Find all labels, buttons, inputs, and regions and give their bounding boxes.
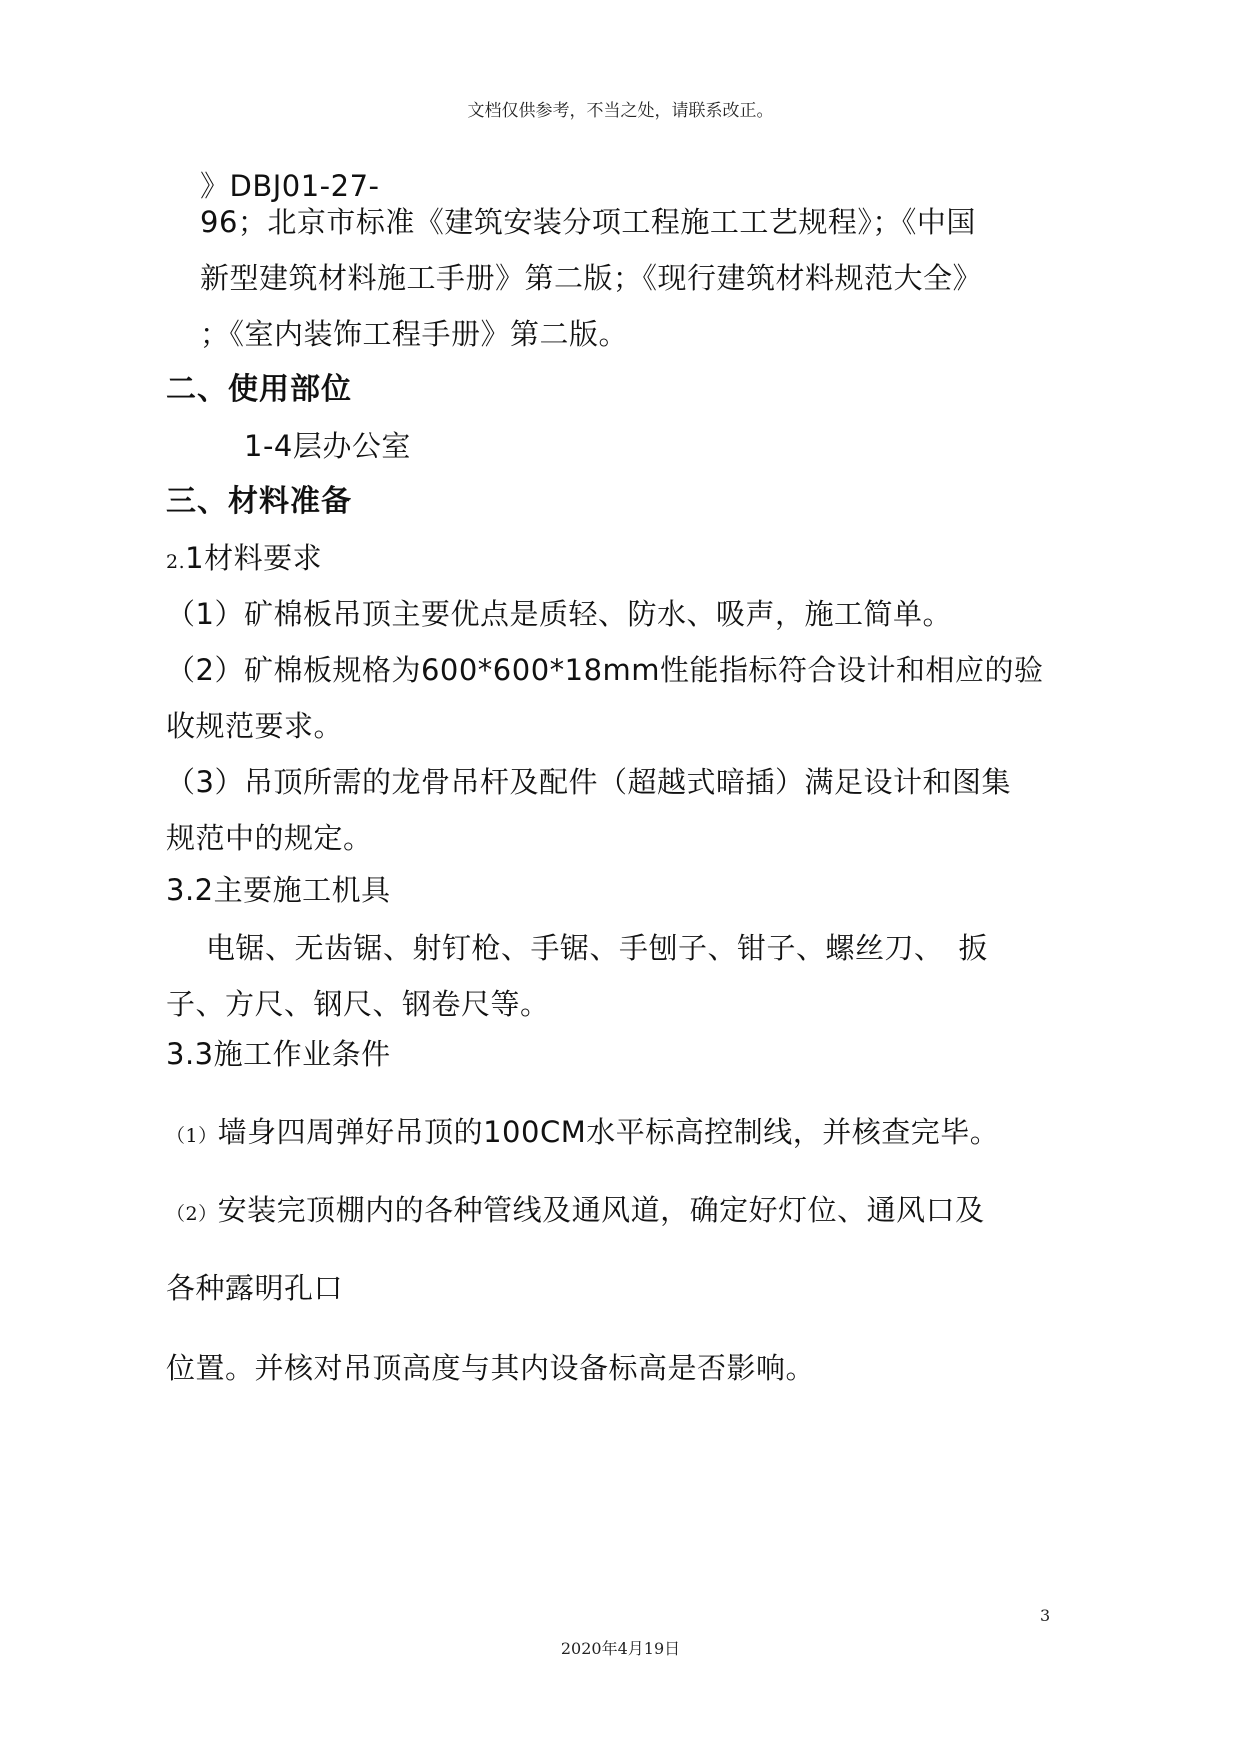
subsection-heading	[166, 538, 322, 582]
text-line	[166, 1112, 999, 1156]
text-line: 1-4层办公室	[244, 429, 411, 463]
subsection-heading: 3.2主要施工机具	[166, 873, 391, 907]
header-note: 文档仅供参考，不当之处，请联系改正。	[467, 101, 774, 121]
text-line: 子、方尺、钢尺、钢卷尺等。	[166, 987, 550, 1021]
text-line: 规范中的规定。	[166, 821, 373, 855]
text-line: （2）矿棉板规格为600*600*18mm性能指标符合设计和相应的验	[166, 653, 1044, 687]
text-line: 收规范要求。	[166, 709, 344, 743]
text-line: 新型建筑材料施工手册》第二版；《现行建筑材料规范大全》	[200, 261, 983, 295]
item-text: 安装完顶棚内的各种管线及通风道，确定好灯位、通风口及	[217, 1193, 985, 1227]
text-line: 》DBJ01-27-	[200, 169, 380, 203]
text-line: 位置。并核对吊顶高度与其内设备标高是否影响。	[166, 1351, 816, 1385]
item-number: （1）	[166, 1125, 218, 1147]
section-heading-usage: 二、使用部位	[166, 372, 352, 407]
text-line	[166, 1190, 985, 1234]
footer-date: 2020年4月19日	[560, 1639, 681, 1658]
section-heading-materials: 三、材料准备	[166, 484, 352, 519]
page-number: 3	[1040, 1606, 1051, 1625]
item-number: （2）	[166, 1203, 218, 1225]
subsection-heading: 3.3施工作业条件	[166, 1037, 391, 1071]
item-text: 墙身四周弹好吊顶的100CM水平标高控制线，并核查完毕。	[217, 1115, 1000, 1149]
text-line: 电锯、无齿锯、射钉枪、手锯、手刨子、钳子、螺丝刀、 扳	[206, 931, 989, 965]
text-line: ；《室内装饰工程手册》第二版。	[200, 317, 629, 351]
text-line: 96；北京市标准《建筑安装分项工程施工工艺规程》；《中国	[200, 205, 976, 239]
subsection-title: 1材料要求	[185, 541, 323, 575]
text-line: （3）吊顶所需的龙骨吊杆及配件（超越式暗插）满足设计和图集	[166, 765, 1011, 799]
text-line: （1）矿棉板吊顶主要优点是质轻、防水、吸声，施工简单。	[166, 597, 952, 631]
subsection-number: 2.	[166, 551, 186, 573]
text-line: 各种露明孔口	[166, 1271, 344, 1305]
